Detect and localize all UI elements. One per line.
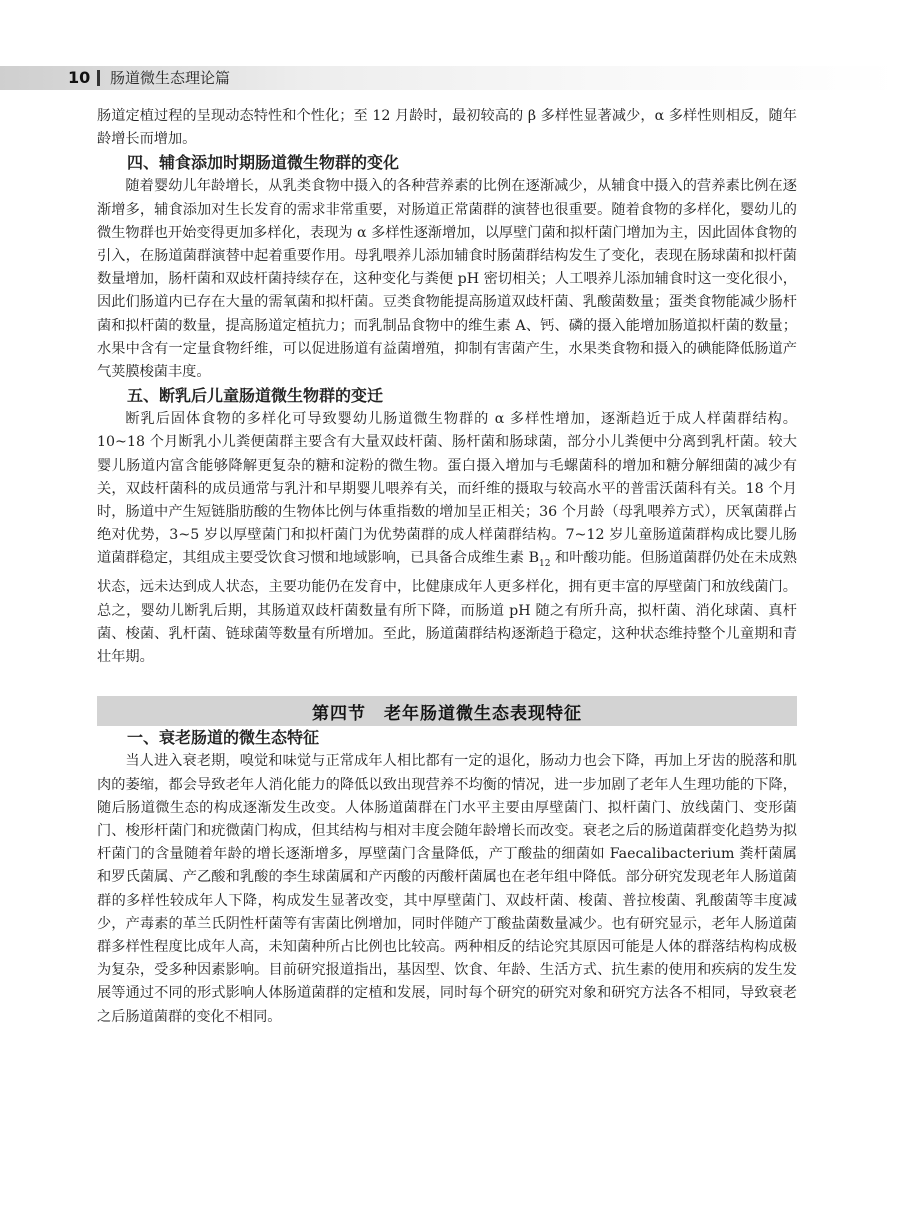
vitamin-subscript: 12 xyxy=(539,559,551,570)
page-number: 10 xyxy=(68,68,91,87)
section-title-bar xyxy=(97,696,797,726)
section-4-heading: 四、辅食添加时期肠道微生物群的变化 xyxy=(127,153,400,173)
section-5-paragraph xyxy=(97,408,797,669)
page-body xyxy=(97,105,797,1029)
section-4-paragraph: 随着婴幼儿年龄增长，从乳类食物中摄入的各种营养素的比例在逐渐减少，从辅食中摄入的营养素比例在逐渐增多，辅食添加对生长发育的需求非常重要，对肠道正常菌群的演替也很重要。随着食物的多样化，婴幼儿的微生物群也开始变得更加多样化，表现为 α 多样性逐渐增加，以厚壁门菌和拟杆菌门增加为主，因此固体食物的引入，在肠道菌群演替中起着重要作用。母乳喂养儿添加辅食时肠菌群结构发生了变化，表现在肠球菌和拟杆菌数量增加，肠杆菌和双歧杆菌持续存在，这种变化与粪便 pH 密切相关；人工喂养儿添加辅食时这一变化很小，因此们肠道内已存在大量的需氧菌和拟杆菌。豆类食物能提高肠道双歧杆菌、乳酸菌数量；蛋类食物能减少肠杆菌和拟杆菌的数量，提高肠道定植抗力；而乳制品食物中的维生素 A、钙、磷的摄入能增加肠道拟杆菌的数量；水果中含有一定量食物纤维，可以促进肠道有益菌增殖，抑制有害菌产生，水果类食物和摄入的碘能降低肠道产气荚膜梭菌丰度。 xyxy=(97,178,797,381)
section-5-text-a: 断乳后固体食物的多样化可导致婴幼儿肠道微生物群的 α 多样性增加，逐渐趋近于成人样菌群结构。10~18 个月断乳小儿粪便菌群主要含有大量双歧杆菌、肠杆菌和肠球菌，部分小儿粪便中分离到乳杆菌。较大婴儿肠道内富含能够降解更复杂的糖和淀粉的微生物。蛋白摄入增加与毛螺菌科的增加和糖分解细菌的减少有关，双歧杆菌科的成员通常与乳汁和早期婴儿喂养有关，而纤维的摄取与较高水平的普雷沃菌科有关。18 个月时，肠道中产生短链脂肪酸的生物体比例与体重指数的增加呈正相关；36 个月龄（母乳喂养方式），厌氧菌群占绝对优势，3~5 岁以厚壁菌门和拟杆菌门为优势菌群的成人样菌群结构。7~12 岁儿童肠道菌群构成比婴儿肠道菌群稳定，其组成主要受饮食习惯和地域影响，已具备合成维生素 B xyxy=(97,411,797,567)
intro-paragraph: 肠道定植过程的呈现动态特性和个性化；至 12 月龄时，最初较高的 β 多样性显著减少，α 多样性则相反，随年龄增长而增加。 xyxy=(97,108,797,148)
section-title: 第四节 老年肠道微生态表现特征 xyxy=(312,703,582,724)
subsection-1-heading: 一、衰老肠道的微生态特征 xyxy=(127,728,320,748)
section-5-heading: 五、断乳后儿童肠道微生物群的变迁 xyxy=(127,386,384,406)
section-5-text-b: 和叶酸功能。但肠道菌群仍处在未成熟状态，远未达到成人状态，主要功能仍在发育中，比健康成年人更多样化，拥有更丰富的厚壁菌门和放线菌门。总之，婴幼儿断乳后期，其肠道双歧杆菌数量有所下降，而肠道 pH 随之有所升高，拟杆菌、消化球菌、真杆菌、梭菌、乳杆菌、链球菌等数量有所增加。至此，肠道菌群结构逐渐趋于稳定，这种状态维持整个儿童期和青壮年期。 xyxy=(97,550,797,666)
header-divider xyxy=(97,70,100,86)
running-title: 肠道微生态理论篇 xyxy=(110,69,231,87)
subsection-1-paragraph: 当人进入衰老期，嗅觉和味觉与正常成年人相比都有一定的退化，肠动力也会下降，再加上牙齿的脱落和肌肉的萎缩，都会导致老年人消化能力的降低以致出现营养不均衡的情况，进一步加剧了老年人生理功能的下降，随后肠道微生态的构成逐渐发生改变。人体肠道菌群在门水平主要由厚壁菌门、拟杆菌门、放线菌门、变形菌门、梭形杆菌门和疣微菌门构成，但其结构与相对丰度会随年龄增长而改变。衰老之后的肠道菌群变化趋势为拟杆菌门的含量随着年龄的增长逐渐增多，厚壁菌门含量降低，产丁酸盐的细菌如 Faecalibacterium 粪杆菌属和罗氏菌属、产乙酸和乳酸的李生球菌属和产丙酸的丙酸杆菌属也在老年组中降低。部分研究发现老年人肠道菌群的多样性较成年人下降，构成发生显著改变，其中厚壁菌门、双歧杆菌、梭菌、普拉梭菌、乳酸菌等丰度减少，产毒素的革兰氏阴性杆菌等有害菌比例增加，同时伴随产丁酸盐菌数量减少。也有研究显示，老年人肠道菌群多样性程度比成年人高，未知菌种所占比例也比较高。两种相反的结论究其原因可能是人体的群落结构构成极为复杂，受多种因素影响。目前研究报道指出，基因型、饮食、年龄、生活方式、抗生素的使用和疾病的发生发展等通过不同的形式影响人体肠道菌群的定植和发展，同时每个研究的研究对象和研究方法各不相同，导致衰老之后肠道菌群的变化不相同。 xyxy=(97,753,797,1025)
